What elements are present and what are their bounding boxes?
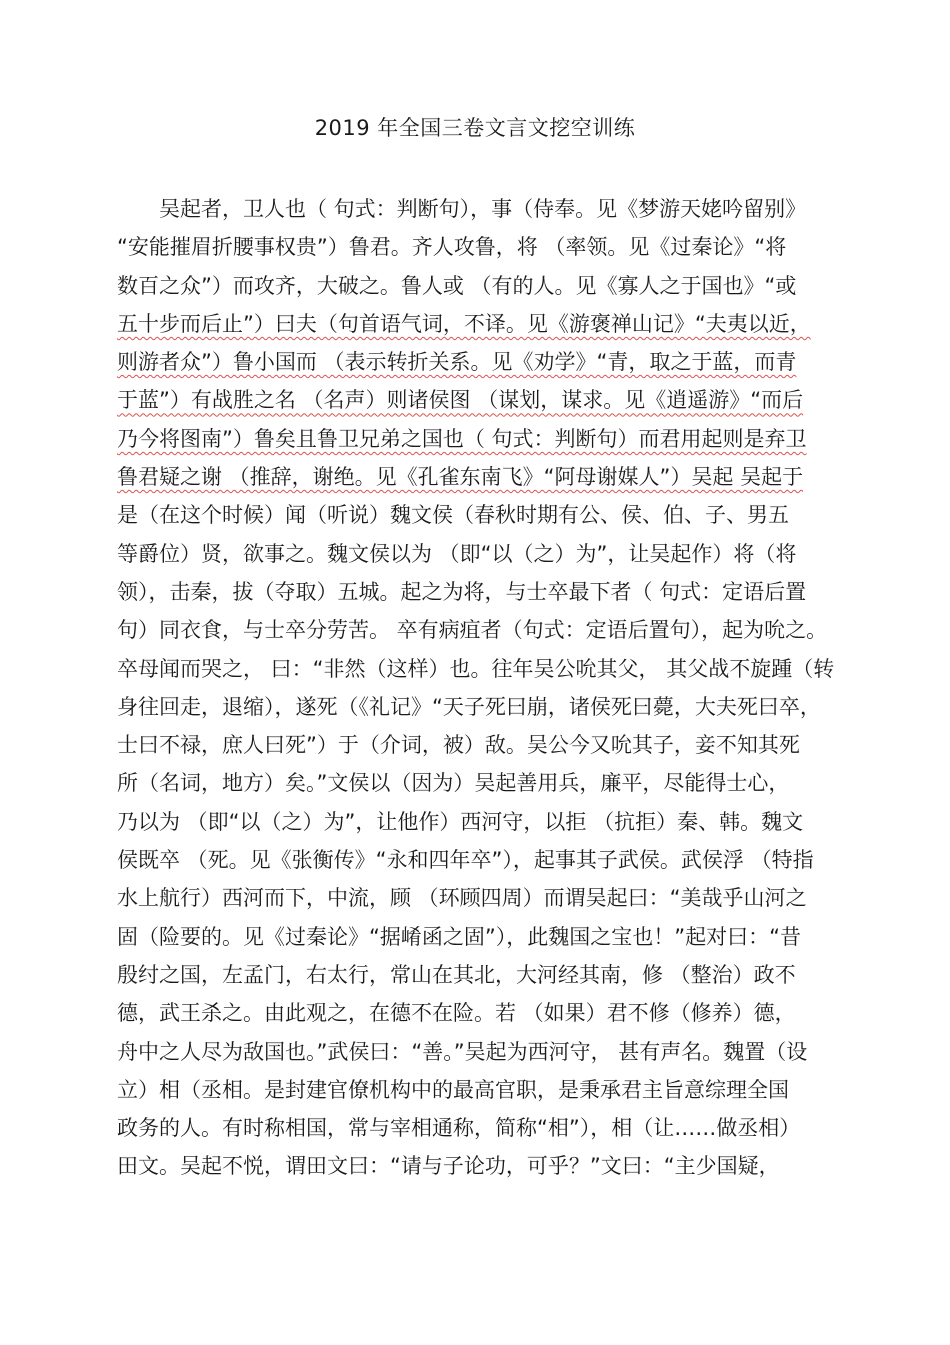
passage-line-annotated: 五十步而后止”）曰夫（句首语气词，不译。见《游褒禅山记》“夫夷以近，: [117, 311, 811, 336]
passage-line: 殷纣之国，左孟门，右太行，常山在其北，大河经其南，修 （整治）政不: [117, 962, 796, 987]
passage-line: 所（名词，地方）矣。”文侯以（因为）吴起善用兵，廉平，尽能得士心，: [117, 771, 790, 796]
passage-line: 等爵位）贤，欲事之。魏文侯以为 （即“以（之）为”，让吴起作）将（将: [117, 541, 797, 566]
passage-line-annotated: 则游者众”）鲁小国而 （表示转折关系。见《劝学》“青，取之于蓝，而青: [117, 350, 797, 375]
passage-line: 领），击秦，拔（夺取）五城。起之为将，与士卒最下者（ 句式：定语后置: [117, 579, 807, 604]
passage-line: 舟中之人尽为敌国也。”武侯曰：“善。”吴起为西河守， 甚有声名。魏置（设: [117, 1039, 808, 1064]
passage-line: 吴起者，卫人也（ 句式：判断句），事（侍奉。见《梦游天姥吟留别》: [159, 197, 807, 221]
passage-line: 立）相（丞相。是封建官僚机构中的最高官职，是秉承君主旨意综理全国: [117, 1077, 789, 1102]
passage-line-annotated: 乃今将图南”）鲁矣且鲁卫兄弟之国也（ 句式：判断句）而君用起则是弃卫: [117, 426, 807, 451]
passage-line: 政务的人。有时称相国，常与宰相通称，简称“相”），相（让……做丞相）: [117, 1116, 801, 1141]
passage-line: 乃以为 （即“以（之）为”，让他作）西河守，以拒 （抗拒）秦、韩。魏文: [117, 809, 804, 834]
passage-line: 侯既卒 （死。见《张衡传》“永和四年卒”），起事其子武侯。武侯浮 （特指: [117, 848, 814, 873]
passage-line-annotated: 鲁君疑之谢 （推辞，谢绝。见《孔雀东南飞》“阿母谢媒人”）吴起 吴起于: [117, 465, 804, 490]
passage-line: 卒母闻而哭之， 曰：“非然（这样）也。往年吴公吮其父， 其父战不旋踵（转: [117, 656, 835, 681]
passage-body: [117, 190, 842, 1186]
passage-line: 数百之众”）而攻齐，大破之。鲁人或 （有的人。见《寡人之于国也》“或: [117, 273, 797, 298]
passage-line: 句）同衣食，与士卒分劳苦。 卒有病疽者（句式：定语后置句），起为吮之。: [117, 618, 828, 643]
passage-line: 固（险要的。见《过秦论》“据崤函之固”），此魏国之宝也！”起对曰：“昔: [117, 924, 802, 949]
passage-line: 水上航行）西河而下，中流，顾 （环顾四周）而谓吴起曰：“美哉乎山河之: [117, 886, 807, 911]
passage-line-annotated: 于蓝”）有战胜之名 （名声）则诸侯图 （谋划，谋求。见《逍遥游》“而后: [117, 388, 804, 413]
passage-line: 是（在这个时候）闻（听说）魏文侯（春秋时期有公、侯、伯、子、男五: [117, 503, 789, 528]
passage-line: 德，武王杀之。由此观之，在德不在险。若 （如果）君不修（修养）德，: [117, 1001, 796, 1026]
passage-line: 身往回走，退缩），遂死（《礼记》“天子死曰崩，诸侯死曰薨，大夫死曰卒，: [117, 694, 821, 719]
passage-line: 田文。吴起不悦，谓田文曰：“请与子论功，可乎？”文曰：“主少国疑，: [117, 1154, 780, 1179]
document-title: 2019 年全国三卷文言文挖空训练: [314, 116, 636, 140]
passage-line: 士曰不禄，庶人曰死”）于（介词，被）敌。吴公今又吮其子，妾不知其死: [117, 733, 800, 758]
passage-line: “安能摧眉折腰事权贵”）鲁君。齐人攻鲁，将 （率领。见《过秦论》“将: [117, 235, 787, 260]
